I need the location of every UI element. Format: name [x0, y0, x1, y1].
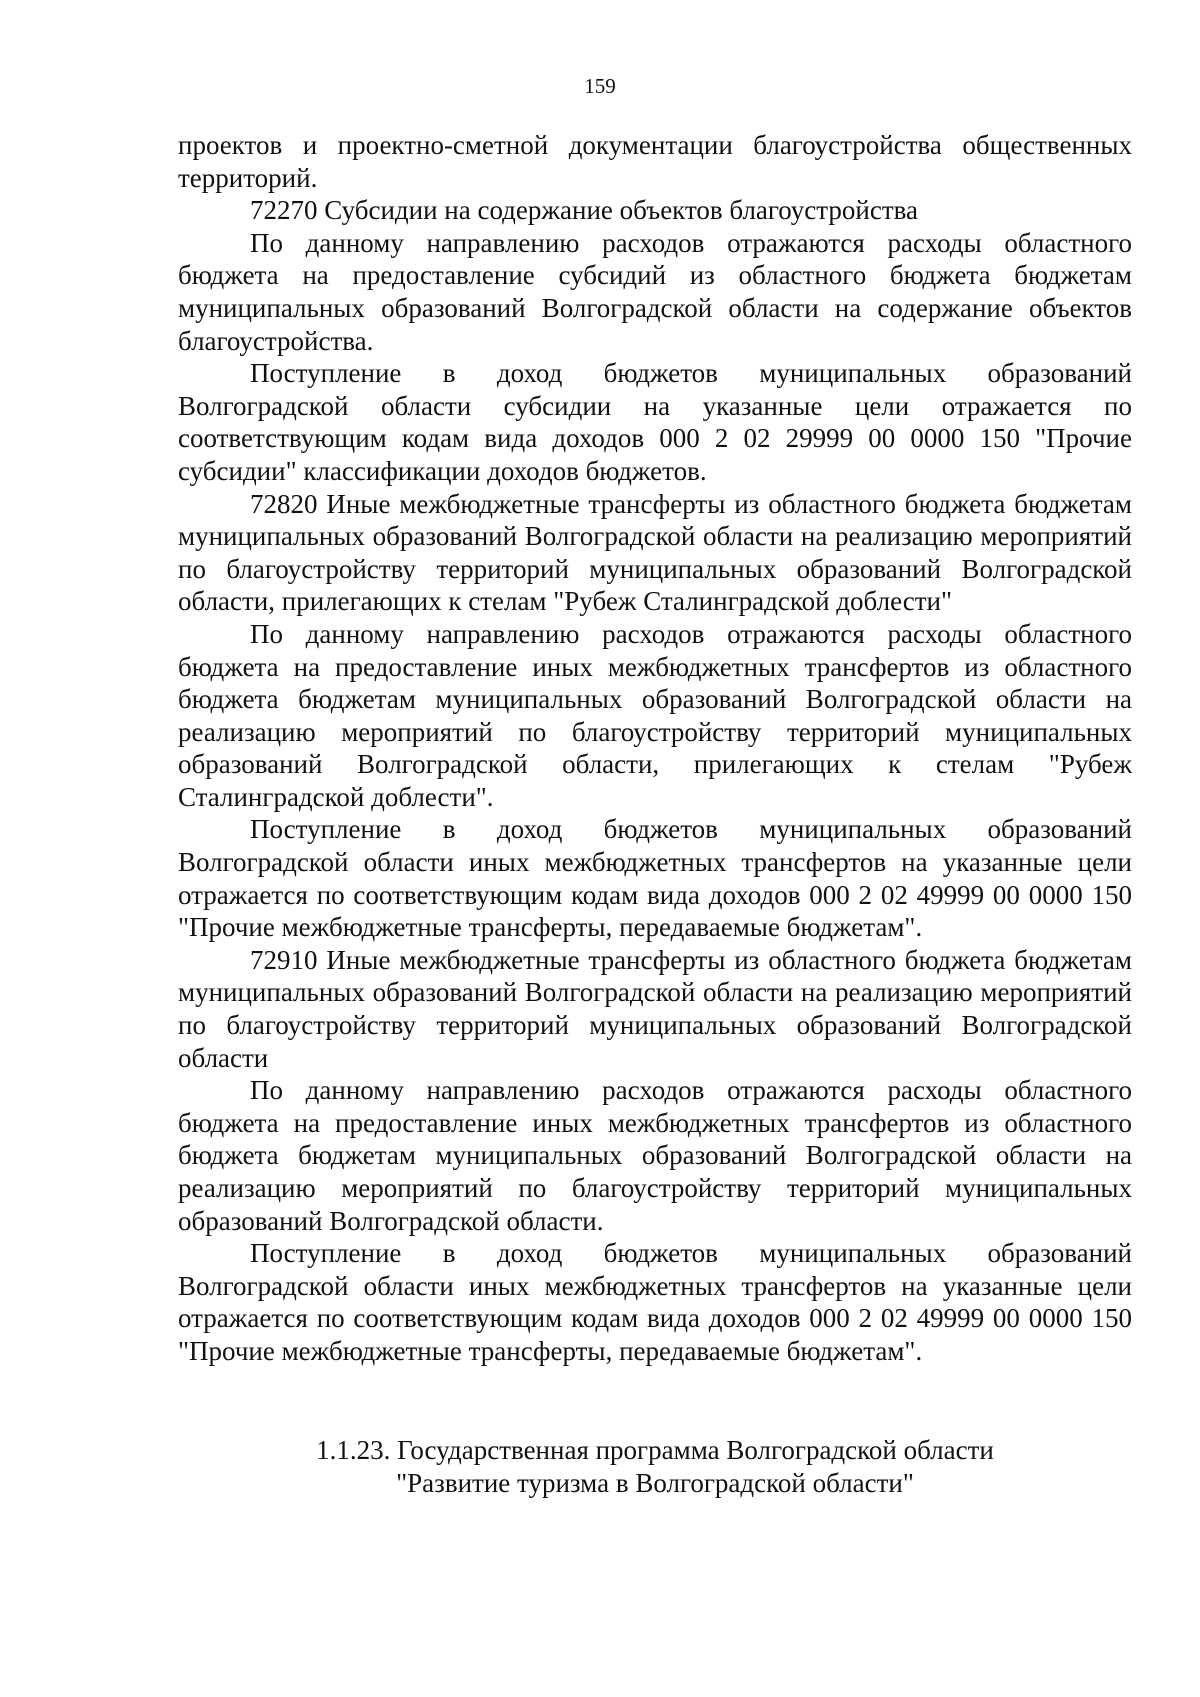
paragraph: По данному направлению расходов отражаются расходы областного бюджета на предоставление субсидий из областного бюджета бюджетам муниципальных образований Волгоградской области на содержание объектов благоустройства.	[178, 227, 1132, 356]
paragraph: По данному направлению расходов отражаются расходы областного бюджета на предоставление иных межбюджетных трансфертов из областного бюджета бюджетам муниципальных образований Волгоградской области на реализацию мероприятий по благоустройству территорий муниципальных образований Волгоградской области.	[178, 1075, 1132, 1236]
paragraph-section-title: 72820 Иные межбюджетные трансферты из областного бюджета бюджетам муниципальных образований Волгоградской области на реализацию мероприятий по благоустройству территорий муниципальных образований Волгоградской области, прилегающих к стелам "Рубеж Сталинградской доблести"	[178, 488, 1132, 617]
paragraph: Поступление в доход бюджетов муниципальных образований Волгоградской области субсидии на указанные цели отражается по соответствующим кодам вида доходов 000 2 02 29999 00 0000 150 "Прочие субсидии" классификации доходов бюджетов.	[178, 358, 1132, 486]
section-heading	[178, 1434, 1132, 1499]
paragraph: По данному направлению расходов отражаются расходы областного бюджета на предоставление иных межбюджетных трансфертов из областного бюджета бюджетам муниципальных образований Волгоградской области на реализацию мероприятий по благоустройству территорий муниципальных образований Волгоградской области, прилегающих к стелам "Рубеж Сталинградской доблести".	[178, 618, 1132, 812]
paragraph-section-title: 72910 Иные межбюджетные трансферты из областного бюджета бюджетам муниципальных образований Волгоградской области на реализацию мероприятий по благоустройству территорий муниципальных образований Волгоградской области	[178, 944, 1132, 1073]
paragraph-section-title: 72270 Субсидии на содержание объектов благоустройства	[250, 195, 918, 226]
paragraph: проектов и проектно-сметной документации благоустройства общественных территорий.	[178, 130, 1132, 193]
page-number: 159	[584, 74, 616, 98]
section-heading-line: 1.1.23. Государственная программа Волгоградской области	[316, 1435, 994, 1465]
body-text	[178, 129, 1132, 1368]
section-heading-line: "Развитие туризма в Волгоградской области"	[396, 1467, 914, 1498]
paragraph: Поступление в доход бюджетов муниципальных образований Волгоградской области иных межбюджетных трансфертов на указанные цели отражается по соответствующим кодам вида доходов 000 2 02 49999 00 0000 150 "Прочие межбюджетные трансферты, передаваемые бюджетам".	[178, 1238, 1132, 1366]
paragraph: Поступление в доход бюджетов муниципальных образований Волгоградской области иных межбюджетных трансфертов на указанные цели отражается по соответствующим кодам вида доходов 000 2 02 49999 00 0000 150 "Прочие межбюджетные трансферты, передаваемые бюджетам".	[178, 814, 1132, 943]
